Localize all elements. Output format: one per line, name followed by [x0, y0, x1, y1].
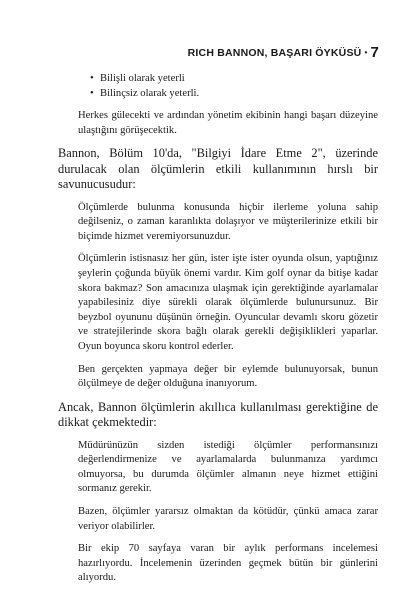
- quote-paragraph: Ölçümlerin istisnasız her gün, ister işte ister oyunda olsun, yaptığınız şeylerin çoğunda büyük önemi vardır. Kim golf oynar da bitişe kadar skora bakmaz? Son amacınıza ulaşmak için gerektiğinde ayarlamalar yapabilesiniz diye sürekli olarak ölçümlerde bulunursunuz. Bir beyzbol oyununu düşünün örneğin. Oyuncular devamlı skoru gözetir ve stratejilerinde skora bağlı olarak gerekli değişiklikleri yaparlar. Oyun boyunca skoru kontrol ederler.: [78, 253, 378, 352]
- running-head-title: RICH BANNON, BAŞARI ÖYKÜSÜ: [187, 46, 362, 59]
- bullet-list: [78, 72, 378, 101]
- quote-paragraph: Bazen, ölçümler yararsız olmaktan da kötüdür, çünkü amaca zarar veriyor olabilirler.: [78, 505, 378, 532]
- running-header: [188, 44, 379, 61]
- bullet-item: • Bilinçsiz olarak yeterli.: [90, 87, 378, 102]
- body-paragraph: Ancak, Bannon ölçümlerin akıllıca kullanılması gerektiğine de dikkat çekmektedir:: [58, 399, 378, 430]
- page-number: 7: [370, 44, 379, 61]
- paragraph: Herkes gülecekti ve ardından yönetim ekibinin hangi başarı düzeyine ulaştığını görüşecektik.: [78, 110, 378, 136]
- page-body: [58, 72, 378, 594]
- body-paragraph: Bannon, Bölüm 10'da, "Bilgiyi İdare Etme 2", üzerinde durulacak olan ölçümlerin etkili kullanımının hırslı bir savunucusudur:: [58, 146, 378, 192]
- quote-paragraph: Bir ekip 70 sayfaya varan bir aylık performans incelemesi hazırlıyordu. İncelemenin üzerinden geçmek bütün bir günlerini alıyordu.: [78, 543, 378, 584]
- bullet-item: • Bilişli olarak yeterli: [90, 72, 378, 87]
- quote-paragraph: Ölçümlerde bulunma konusunda hiçbir ilerleme yoluna sahip değilseniz, o zaman karanlıkta dolaşıyor ve müşterilerinize etkili bir biçimde hizmet veremiyorsunuzdur.: [78, 201, 378, 242]
- header-bullet: •: [364, 48, 368, 57]
- quote-paragraph: Müdürünüzün sizden istediği ölçümler performansınızı değerlendirmenize ve ayarlamalarda bulunmanıza yardımcı olmuyorsa, bu durumda ölçümler almanın neye hizmet ettiğini sormanız gerekir.: [78, 439, 378, 495]
- quote-paragraph: Ben gerçekten yapmaya değer bir eylemde bulunuyorsak, bunun ölçülmeye de değer olduğuna inanıyorum.: [78, 363, 378, 390]
